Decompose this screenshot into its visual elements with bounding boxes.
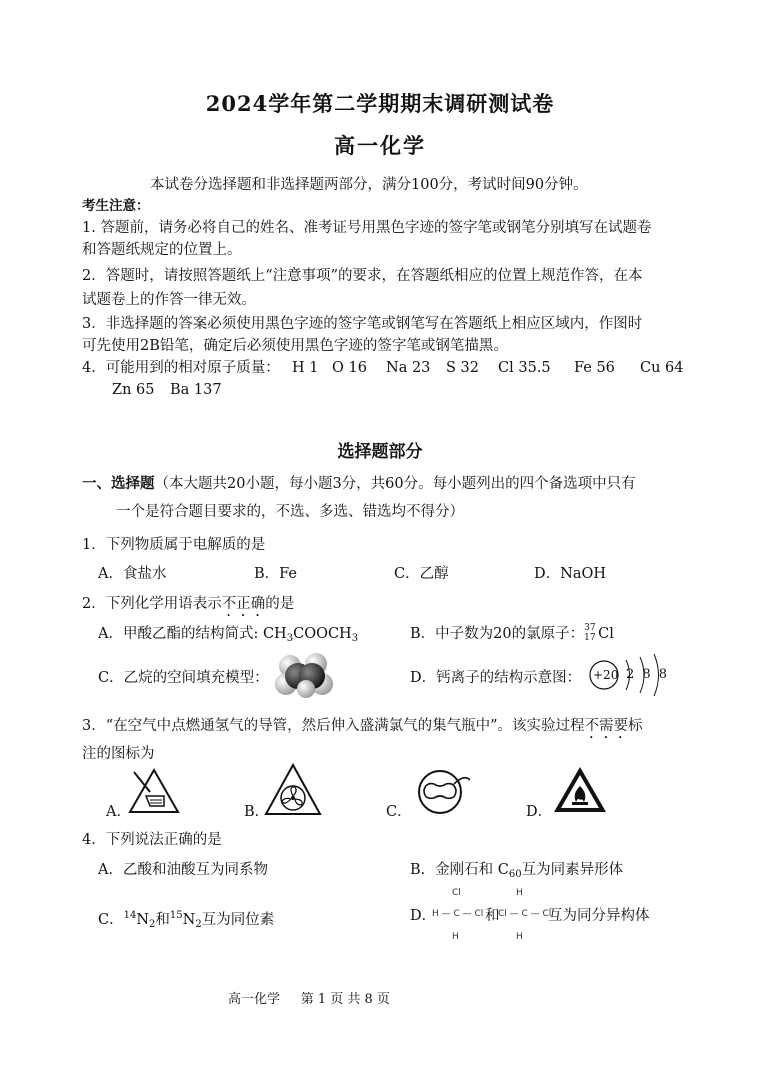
mass-s: S 32 bbox=[446, 360, 479, 376]
q2-a-sub1: 3 bbox=[286, 633, 294, 644]
goggles-icon bbox=[408, 764, 474, 816]
note-3b: 可先使用2B铅笔，确定后必须使用黑色字迹的签字笔或钢笔描黑。 bbox=[82, 338, 508, 354]
q3-option-b: B． bbox=[244, 804, 270, 820]
q2-b-isotope bbox=[584, 624, 598, 644]
mass-o: O 16 bbox=[332, 360, 367, 376]
mass-cu: Cu 64 bbox=[640, 360, 684, 376]
footer-subject: 高一化学 bbox=[228, 992, 281, 1007]
q3-stem-a bbox=[82, 716, 643, 742]
q2-stem-pre: 2．下列化学用语表示 bbox=[82, 596, 222, 612]
q4-b-pre: B．金刚石和 C bbox=[410, 862, 509, 878]
molecule-1-top: Cl bbox=[452, 888, 461, 898]
molecule-2-bot: H bbox=[516, 932, 523, 942]
molecule-1-bot: H bbox=[452, 932, 459, 942]
molecule-2-top: H bbox=[516, 888, 523, 898]
q4-c-s1: 2 bbox=[149, 919, 156, 930]
note-2b: 试题卷上的作答一律无效。 bbox=[82, 292, 256, 308]
q2-a-mid: COOCH bbox=[293, 626, 352, 642]
q4-c-n2: N bbox=[182, 912, 196, 928]
q4-c-sup2: 15 bbox=[169, 910, 183, 921]
note-3a: 3．非选择题的答案必须使用黑色字迹的签字笔或钢笔写在答题纸上相应区域内，作图时 bbox=[82, 316, 643, 332]
q2-a-text: A．甲酸乙酯的结构简式: CH bbox=[98, 626, 287, 642]
q3-stem-pre: 3．“在空气中点燃通氢气的导管，然后伸入盛满氯气的集气瓶中”。该实验过程 bbox=[82, 718, 585, 734]
q1-option-b: B．Fe bbox=[254, 566, 298, 582]
note-2a: 2．答题时，请按照答题纸上“注意事项”的要求，在答题纸相应的位置上规范作答，在本 bbox=[82, 268, 643, 284]
calcium-nucleus: +20 bbox=[593, 668, 619, 682]
molecule-2-mid: Cl — C — Cl bbox=[498, 909, 552, 919]
q4-b-post: 互为同素异形体 bbox=[521, 862, 624, 878]
mass-zn: Zn 65 bbox=[112, 382, 155, 398]
q2-option-c: C．乙烷的空间填充模型： bbox=[98, 670, 269, 686]
q3-option-d: D． bbox=[526, 804, 553, 820]
q4-c-pre: C． bbox=[98, 912, 124, 928]
mass-ba: Ba 137 bbox=[170, 382, 222, 398]
q4-d-and: 和 bbox=[485, 908, 500, 924]
q4-c-s2: 2 bbox=[195, 919, 202, 930]
q3-stem-b: 注的图标为 bbox=[82, 746, 155, 762]
note-1a: 1. 答题前，请务必将自己的姓名、准考证号用黑色字迹的签字笔或钢笔分别填写在试题卷 bbox=[82, 220, 652, 236]
q4-b-sub: 60 bbox=[508, 869, 522, 880]
part1-desc-b: 一个是符合题目要求的，不选、多选、错选均不得分） bbox=[116, 504, 464, 520]
q2-stem-emph: 不正确 bbox=[221, 596, 266, 612]
note-4-lead: 4．可能用到的相对原子质量： bbox=[82, 360, 280, 376]
subject-title: 高一化学 bbox=[334, 133, 426, 158]
q3-stem-post: 标 bbox=[628, 718, 643, 734]
part1-desc-a: （本大题共20小题，每小题3分，共60分。每小题列出的四个备选项中只有 bbox=[154, 476, 636, 492]
calcium-shells: 2 8 8 bbox=[626, 667, 668, 682]
intro-text: 本试卷分选择题和非选择题两部分，满分100分，考试时间90分钟。 bbox=[150, 177, 588, 193]
q2-b-z: 17 bbox=[584, 633, 596, 643]
q2-option-b bbox=[410, 624, 614, 644]
q1-option-a: A．食盐水 bbox=[98, 566, 167, 582]
q1-option-d: D．NaOH bbox=[534, 566, 606, 582]
exam-title: 2024学年第二学期期末调研测试卷 bbox=[205, 91, 555, 116]
q2-b-element: Cl bbox=[598, 626, 614, 642]
q2-option-d: D．钙离子的结构示意图： bbox=[410, 670, 582, 686]
q3-option-c: C． bbox=[386, 804, 412, 820]
mass-h: H 1 bbox=[292, 360, 319, 376]
q2-a-sub2: 3 bbox=[351, 633, 359, 644]
q4-option-a: A．乙酸和油酸互为同系物 bbox=[98, 862, 268, 878]
molecule-1-mid: H — C — Cl bbox=[432, 909, 484, 919]
q2-b-text: B．中子数为20的氯原子： bbox=[410, 626, 585, 642]
notes-heading: 考生注意： bbox=[82, 198, 150, 214]
hand-wash-warning-icon bbox=[126, 766, 182, 816]
mass-na: Na 23 bbox=[386, 360, 431, 376]
q3-option-a: A． bbox=[106, 804, 131, 820]
q4-option-d-label: D． bbox=[410, 908, 437, 924]
part1-label: 一、选择题 bbox=[82, 475, 155, 492]
q4-d-post: 互为同分异构体 bbox=[548, 908, 650, 924]
q4-stem: 4．下列说法正确的是 bbox=[82, 832, 222, 848]
q4-c-sup1: 14 bbox=[123, 910, 137, 921]
q2-option-a bbox=[98, 624, 358, 649]
note-1b: 和答题纸规定的位置上。 bbox=[82, 242, 242, 258]
q2-stem bbox=[82, 594, 294, 620]
mass-fe: Fe 56 bbox=[574, 360, 615, 376]
q2-b-mass: 37 bbox=[584, 623, 596, 633]
q4-c-n1: N bbox=[136, 912, 150, 928]
q4-c-post: 互为同位素 bbox=[201, 912, 275, 928]
q4-option-c bbox=[98, 906, 274, 935]
ventilation-fan-icon bbox=[262, 762, 324, 818]
q4-option-b bbox=[410, 860, 623, 885]
mass-cl: Cl 35.5 bbox=[498, 360, 551, 376]
page-footer bbox=[228, 988, 390, 1007]
q1-stem: 1．下列物质属于电解质的是 bbox=[82, 537, 266, 553]
q1-option-c: C．乙醇 bbox=[394, 566, 449, 582]
q2-stem-post: 的是 bbox=[265, 596, 295, 612]
ethane-space-filling-model-icon bbox=[272, 652, 338, 698]
open-flame-warning-icon bbox=[552, 764, 608, 816]
q3-stem-emph: 不需要 bbox=[584, 718, 629, 734]
footer-page-number: 第 1 页 共 8 页 bbox=[300, 992, 390, 1007]
section-title: 选择题部分 bbox=[337, 442, 423, 462]
q4-c-and: 和 bbox=[155, 912, 170, 928]
